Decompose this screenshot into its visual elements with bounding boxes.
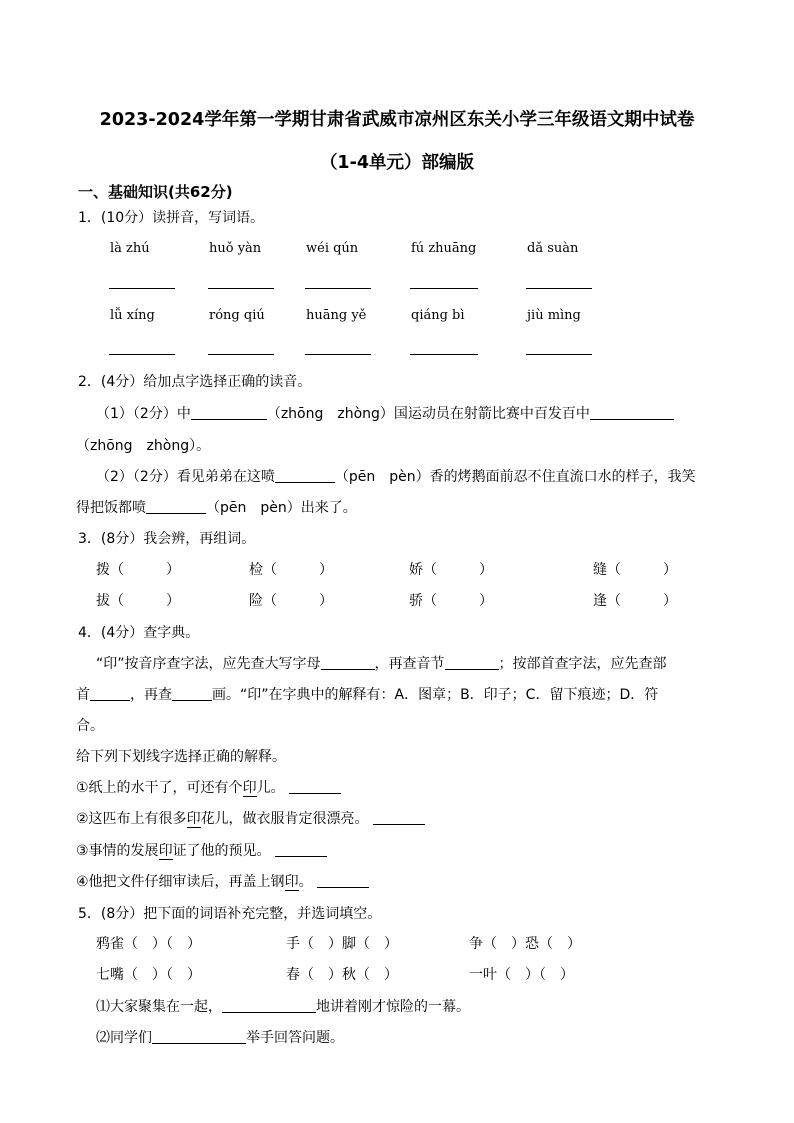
underlined-char: 印 xyxy=(284,874,299,890)
q5-sentence-1 xyxy=(96,996,470,1016)
q4-item-text: ④他把文件仔细审读后，再盖上钢 xyxy=(76,874,285,890)
pinyin: jiù mìng xyxy=(527,308,581,323)
q4-item-text: 证了他的预见。 xyxy=(172,843,271,859)
page-title: 2023-2024学年第一学期甘肃省武威市凉州区东关小学三年级语文期中试卷 xyxy=(99,110,695,130)
pinyin: róng qiú xyxy=(209,308,265,323)
pinyin: fú zhuāng xyxy=(411,241,477,256)
q2-text: （zhōng zhòng）国运动员在射箭比赛中百发百中 xyxy=(266,406,590,422)
q4-item-text: 花儿，做衣服肯定很漂亮。 xyxy=(200,811,369,827)
pinyin: wéi qún xyxy=(306,241,359,256)
word-cell[interactable]: 险（ ） xyxy=(249,593,333,609)
word-cell[interactable]: 拔（ ） xyxy=(96,593,180,609)
q5-text: 举手回答问题。 xyxy=(246,1030,344,1046)
underlined-char: 印 xyxy=(242,780,257,796)
answer-blank[interactable] xyxy=(208,354,274,355)
q4-text: ，再查音节 xyxy=(374,656,445,672)
q4-sub-instruction: 给下列下划线字选择正确的解释。 xyxy=(76,749,286,765)
pinyin: là zhú xyxy=(110,241,150,256)
q4-item-4 xyxy=(76,871,369,891)
answer-blank[interactable] xyxy=(445,655,499,670)
word-cell[interactable]: 骄（ ） xyxy=(409,593,493,609)
q2-text: （pēn pèn）出来了。 xyxy=(206,500,357,516)
question-5-label: 5．(8分）把下面的词语补充完整，并选词填空。 xyxy=(78,906,382,922)
page-subtitle: （1-4单元）部编版 xyxy=(319,153,475,173)
answer-blank[interactable] xyxy=(305,288,371,289)
answer-blank[interactable] xyxy=(321,655,375,670)
q2-part-1 xyxy=(96,403,674,423)
question-1-label: 1．(10分）读拼音，写词语。 xyxy=(78,210,265,226)
answer-blank[interactable] xyxy=(410,288,478,289)
q5-text: ⑵同学们 xyxy=(96,1030,152,1046)
answer-blank[interactable] xyxy=(191,405,267,420)
word-cell[interactable]: 娇（ ） xyxy=(409,562,493,578)
pinyin: huǒ yàn xyxy=(209,241,262,256)
answer-blank[interactable] xyxy=(109,354,175,355)
word-cell[interactable]: 检（ ） xyxy=(249,562,333,578)
q4-item-3 xyxy=(76,840,327,860)
q4-text: 画。“印”在字典中的解释有：A．图章；B．印子；C．留下痕迹；D．符 xyxy=(212,687,659,703)
q4-line-1 xyxy=(96,653,667,673)
word-cell[interactable]: 缝（ ） xyxy=(593,562,677,578)
answer-blank[interactable] xyxy=(305,354,371,355)
answer-blank[interactable] xyxy=(222,998,316,1013)
q2-text: （1）（2分）中 xyxy=(96,406,191,422)
q4-item-text: ③事情的发展 xyxy=(76,843,159,859)
pinyin: huāng yě xyxy=(306,308,367,323)
answer-blank[interactable] xyxy=(208,288,274,289)
q4-line-2 xyxy=(76,684,658,704)
q2-text: （pēn pèn）香的烤鹅面前忍不住直流口水的样子，我笑 xyxy=(334,469,696,485)
word-cell[interactable]: 逢（ ） xyxy=(593,593,677,609)
answer-blank[interactable] xyxy=(317,873,369,888)
answer-blank[interactable] xyxy=(526,354,592,355)
answer-blank[interactable] xyxy=(410,354,478,355)
answer-blank[interactable] xyxy=(373,810,425,825)
q4-item-text: ①纸上的水干了，可还有个 xyxy=(76,780,243,796)
q2-text: （2）（2分）看见弟弟在这喷 xyxy=(96,469,275,485)
q4-text: “印”按音序查字法，应先查大写字母 xyxy=(96,656,321,672)
q4-item-1 xyxy=(76,777,341,797)
q4-line-3: 合。 xyxy=(76,718,104,734)
question-3-label: 3．(8分）我会辨，再组词。 xyxy=(78,531,256,547)
answer-blank[interactable] xyxy=(152,1029,246,1044)
idiom-cell[interactable]: 七嘴（ ）（ ） xyxy=(96,967,201,983)
q2-text: 得把饭都喷 xyxy=(76,500,146,516)
answer-blank[interactable] xyxy=(590,405,674,420)
q2-part-1-cont: （zhōng zhòng）。 xyxy=(76,438,211,454)
word-cell[interactable]: 拨（ ） xyxy=(96,562,180,578)
q5-text: ⑴大家聚集在一起， xyxy=(96,999,222,1015)
q2-part-2-cont xyxy=(76,497,357,517)
question-2-label: 2．(4分）给加点字选择正确的读音。 xyxy=(78,374,312,390)
pinyin: lǚ xíng xyxy=(110,308,155,323)
idiom-cell[interactable]: 一叶（ ）（ ） xyxy=(469,967,574,983)
q4-text: ；按部首查字法，应先查部 xyxy=(498,656,667,672)
q4-item-text: 儿。 xyxy=(256,780,285,796)
q4-text: ，再查 xyxy=(130,687,172,703)
question-4-label: 4．(4分）查字典。 xyxy=(78,625,200,641)
answer-blank[interactable] xyxy=(146,499,206,514)
answer-blank[interactable] xyxy=(90,686,130,701)
pinyin: qiáng bì xyxy=(411,308,465,323)
answer-blank[interactable] xyxy=(526,288,592,289)
q2-part-2 xyxy=(96,466,696,486)
underlined-char: 印 xyxy=(158,843,173,859)
q5-text: 地讲着刚才惊险的一幕。 xyxy=(316,999,470,1015)
idiom-cell[interactable]: 争（ ）恐（ ） xyxy=(469,936,581,952)
q4-item-text: 。 xyxy=(298,874,313,890)
q5-sentence-2 xyxy=(96,1027,344,1047)
underlined-char: 印 xyxy=(186,811,201,827)
pinyin: dǎ suàn xyxy=(527,241,579,256)
idiom-cell[interactable]: 手（ ）脚（ ） xyxy=(286,936,398,952)
idiom-cell[interactable]: 鸦雀（ ）（ ） xyxy=(96,936,201,952)
section-heading: 一、基础知识(共62分) xyxy=(78,183,233,201)
answer-blank[interactable] xyxy=(109,288,175,289)
q4-item-2 xyxy=(76,808,425,828)
answer-blank[interactable] xyxy=(289,779,341,794)
idiom-cell[interactable]: 春（ ）秋（ ） xyxy=(286,967,398,983)
q4-text: 首 xyxy=(76,687,90,703)
answer-blank[interactable] xyxy=(275,842,327,857)
q4-item-text: ②这匹布上有很多 xyxy=(76,811,187,827)
answer-blank[interactable] xyxy=(275,468,335,483)
answer-blank[interactable] xyxy=(172,686,212,701)
